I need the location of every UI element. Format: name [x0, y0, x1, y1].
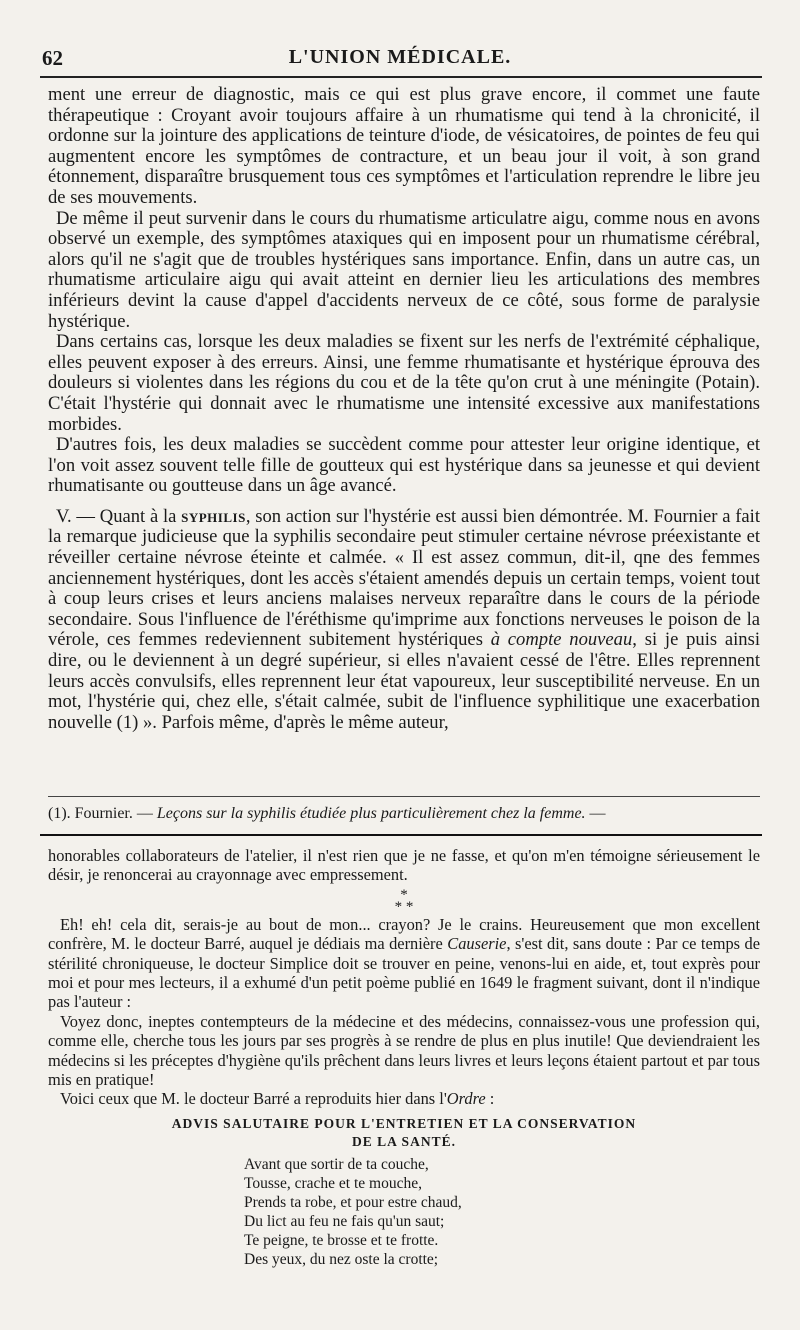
poem-heading	[48, 1115, 760, 1151]
feuilleton-paragraph-4	[48, 1089, 760, 1108]
running-title: L'UNION MÉDICALE.	[288, 46, 512, 68]
poem-line: Tousse, crache et te mouche,	[244, 1174, 422, 1192]
poem-line: Te peigne, te brosse et te frotte.	[244, 1231, 439, 1249]
feuilleton-paragraph-3: Voyez donc, ineptes contempteurs de la médecine et des médecins, connaissez-vous une profession qui, comme elle, cherche tous les jours par ses progrès à se rendre de plus en plus inutile! Que deviendraient les médecins si les préceptes d'hygiène qu'ils prêchent dans leurs livres et leurs leçons étaient partout et par tous mis en pratique!	[48, 1011, 760, 1090]
page-header	[40, 42, 760, 76]
page-number: 62	[42, 46, 63, 70]
poem-line: Du lict au feu ne fais qu'un saut;	[244, 1212, 445, 1230]
feuilleton-paragraph-2	[48, 915, 760, 1012]
footnote-lead: (1). Fournier. —	[48, 805, 153, 822]
header-rule	[40, 76, 762, 78]
paragraph-5-text-b: , si je puis ainsi dire, ou le deviennent à un degré supérieur, si elles n'avaient cessé de l'être. Elles reprennent leurs accès convulsifs, elles reprennent leur état vapoureux, leur susceptibilité nerveuse. En un mot, l'hystérie qui, chez elle, s'était calmée, subit de l'influence syphilitique une exacerbation nouvelle (1) ». Parfois même, d'après le même auteur,	[48, 629, 760, 733]
paragraph-1: ment une erreur de diagnostic, mais ce qui est plus grave encore, il commet une faute thérapeutique : Croyant avoir toujours affaire à un rhumatisme qui tend à la chronicité, il ordonne sur la jointure des applications de teinture d'iode, de vésicatoires, de pointes de feu qui augmentent encore les symptômes de contracture, et un beau jour il voit, à son grand étonnement, disparaître brusquement tous ces symptômes et l'articulation reprendre le libre jeu de ses mouvements.	[48, 84, 760, 208]
footnote-title: Leçons sur la syphilis étudiée plus particulièrement chez la femme.	[156, 805, 586, 822]
poem-line: Des yeux, du nez oste la crotte;	[244, 1250, 439, 1268]
poem-line: Avant que sortir de ta couche,	[244, 1155, 429, 1173]
footnote-rule	[48, 796, 760, 797]
feuilleton-paragraph-2-a: Eh! eh! cela dit, serais-je au bout de mon... crayon? Je le crains. Heureusement que mon excellent confrère, M. le docteur Barré, auquel je dédiais ma dernière	[48, 914, 760, 954]
feuilleton-paragraph-1: honorables collaborateurs de l'atelier, il n'est rien que je ne fasse, et qu'on m'en témoigne sérieusement le désir, je renoncerai au crayonnage avec empressement.	[48, 846, 760, 885]
article-body	[48, 85, 760, 733]
paragraph-3: Dans certains cas, lorsque les deux maladies se fixent sur les nerfs de l'extrémité céphalique, elles peuvent exposer à des erreurs. Ainsi, une femme rhumatisante et hystérique éprouva des douleurs si violentes dans les régions du cou et de la tête qu'on crut à une méningite (Potain). C'était l'hystérie qui donnait avec le rhumatisme une intensité excessive aux manifestations morbides.	[48, 331, 760, 435]
italic-phrase: à compte nouveau	[490, 629, 633, 651]
italic-ordre: Ordre	[446, 1089, 486, 1109]
feuilleton-paragraph-2-b: , s'est dit, sans doute : Par ce temps de stérilité chroniqueuse, le docteur Simplice doit se trouver en peine, venons-lui en aide, et, tout exprès pour moi et pour mes lecteurs, il a exhumé d'un petit poème publié en 1649 le fragment suivant, dont il n'indique pas l'auteur :	[48, 934, 760, 1012]
feuilleton-paragraph-4-b: :	[485, 1089, 495, 1109]
italic-causerie: Causerie	[447, 934, 507, 954]
paragraph-4: D'autres fois, les deux maladies se succèdent comme pour attester leur origine identique, et l'on voit assez souvent telle fille de goutteux qui est hystérique dans sa jeunesse et qui devient rhumatisante ou goutteuse dans un âge avancé.	[48, 434, 760, 497]
paragraph-5-text-a: , son action sur l'hystérie est aussi bien démontrée. M. Fournier a fait la remarque judicieuse que la syphilis secondaire peut stimuler certaine névrose préexistante et réveiller certaine névrose éteinte et calmée. « Il est assez commun, dit-il, qne des femmes anciennement hystériques, dont les accès s'étaient amendés depuis un certain temps, voient tout à coup leurs crises et leurs anciens malaises nerveux reparaître dans le cours de la période secondaire. Sous l'influence de l'éréthisme qu'imprime aux fonctions nerveuses le poison de la vérole, ces femmes redeviennent subitement hystériques	[48, 505, 760, 651]
footnote	[48, 804, 760, 824]
poem	[244, 1155, 760, 1269]
poem-heading-line-1: ADVIS SALUTAIRE POUR L'ENTRETIEN ET LA CONSERVATION	[171, 1115, 637, 1131]
feuilleton-body	[48, 846, 760, 1269]
poem-line: Prends ta robe, et pour estre chaud,	[244, 1193, 462, 1211]
poem-heading-line-2: DE LA SANTÉ.	[352, 1133, 456, 1149]
asterism: * * *	[394, 886, 414, 915]
section-lead: V. — Quant à la	[56, 505, 177, 527]
keyword-syphilis: syphilis	[181, 505, 246, 527]
footnote-tail: —	[585, 805, 606, 822]
feuilleton-divider	[40, 834, 762, 836]
feuilleton-paragraph-4-a: Voici ceux que M. le docteur Barré a reproduits hier dans l'	[60, 1089, 447, 1109]
paragraph-2: De même il peut survenir dans le cours du rhumatisme articulatre aigu, comme nous en avons observé un exemple, des symptômes ataxiques qui en imposent pour un rhumatisme cérébral, alors qu'il ne s'agit que de troubles hystériques sans importance. Enfin, dans un autre cas, un rhumatisme articulaire aigu qui avait atteint en dernier lieu les articulations des membres inférieurs devint la cause d'appel d'accidents nerveux de ce côté, sous forme de paralysie hystérique.	[48, 207, 760, 332]
paragraph-5	[48, 507, 760, 734]
